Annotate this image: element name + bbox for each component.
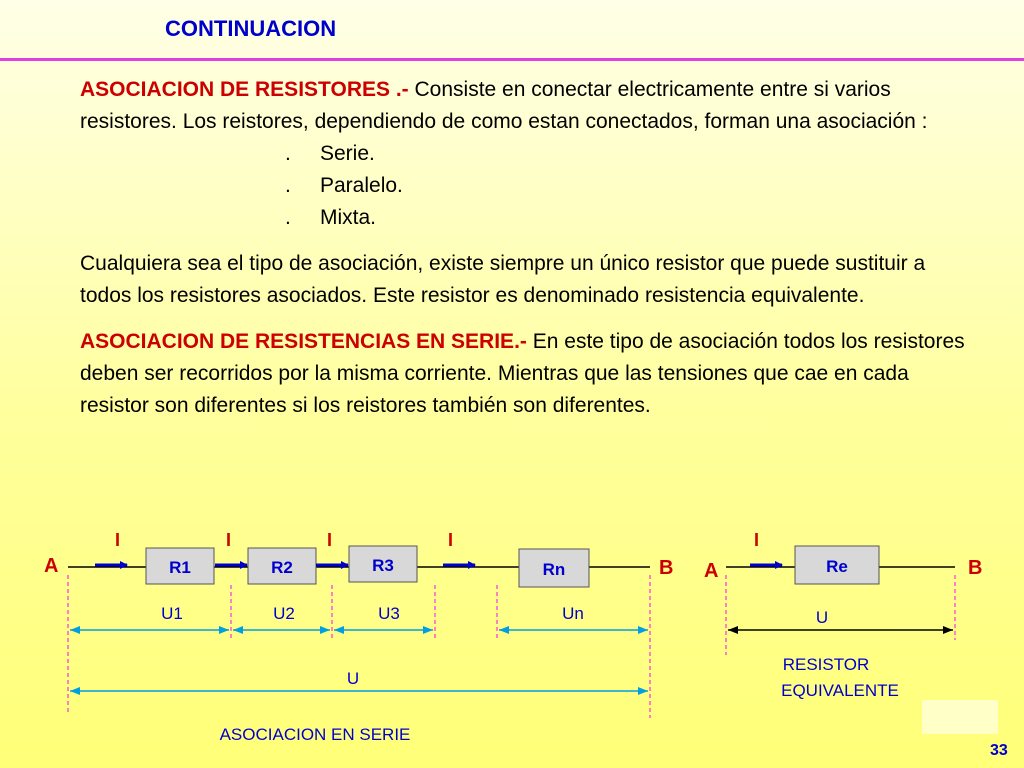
voltage-label-u3: U3: [378, 604, 400, 623]
series-heading: ASOCIACION DE RESISTENCIAS EN SERIE.-: [80, 330, 527, 353]
current-label: I: [226, 530, 232, 550]
series-text: En este tipo de asociación todos los resistores deben ser recorridos por la misma corriente. Mientras que las tensiones que cae en cada resistor son diferentes si los reistores también son diferentes.: [80, 330, 965, 417]
series-circuit: [44, 530, 673, 744]
current-label: I: [448, 530, 454, 550]
equivalent-circuit: [704, 530, 982, 700]
current-label: I: [115, 530, 121, 550]
intro-text: Consiste en conectar electricamente entre si varios resistores. Los reistores, dependiendo de como estan conectados, forman una asociación :: [80, 78, 928, 133]
reference-lines: [68, 575, 650, 718]
equivalent-terminal-a: A: [704, 560, 719, 582]
navigation-button[interactable]: [922, 700, 998, 734]
equivalent-caption-line2: EQUIVALENTE: [781, 681, 899, 700]
intro-heading: ASOCIACION DE RESISTORES .-: [80, 78, 409, 101]
voltage-label-total: U: [346, 669, 360, 688]
resistor-r2-label: R2: [271, 558, 293, 577]
voltage-label-un: Un: [562, 604, 584, 623]
list-item-label: Paralelo.: [320, 174, 403, 197]
resistor-r3-label: R3: [372, 556, 394, 575]
resistor-rn-label: Rn: [542, 560, 566, 579]
list-item-label: Serie.: [320, 142, 375, 165]
series-terminal-b: B: [659, 557, 674, 579]
current-label: I: [754, 530, 760, 550]
voltage-label-u1: U1: [161, 604, 183, 623]
equivalent-caption-line1: RESISTOR: [782, 655, 870, 674]
resistor-re-label: Re: [826, 557, 848, 576]
list-item-label: Mixta.: [320, 206, 377, 229]
equivalent-terminal-b: B: [968, 557, 983, 579]
page-number: 33: [990, 742, 1008, 759]
series-caption: ASOCIACION EN SERIE: [219, 725, 411, 744]
list-bullet: .: [285, 142, 291, 165]
current-label: I: [327, 530, 333, 550]
series-terminal-a: A: [44, 555, 59, 577]
list-bullet: .: [285, 206, 291, 229]
list-bullet: .: [285, 174, 291, 197]
slide-title: CONTINUACION: [165, 16, 337, 41]
equivalent-voltage-label: U: [815, 608, 829, 627]
voltage-label-u2: U2: [273, 604, 295, 623]
reference-lines: [726, 575, 955, 655]
resistor-r1-label: R1: [169, 558, 191, 577]
equivalent-paragraph: Cualquiera sea el tipo de asociación, existe siempre un único resistor que puede sustituir a todos los resistores asociados. Este resistor es denominado resistencia equivalente.: [80, 252, 926, 307]
